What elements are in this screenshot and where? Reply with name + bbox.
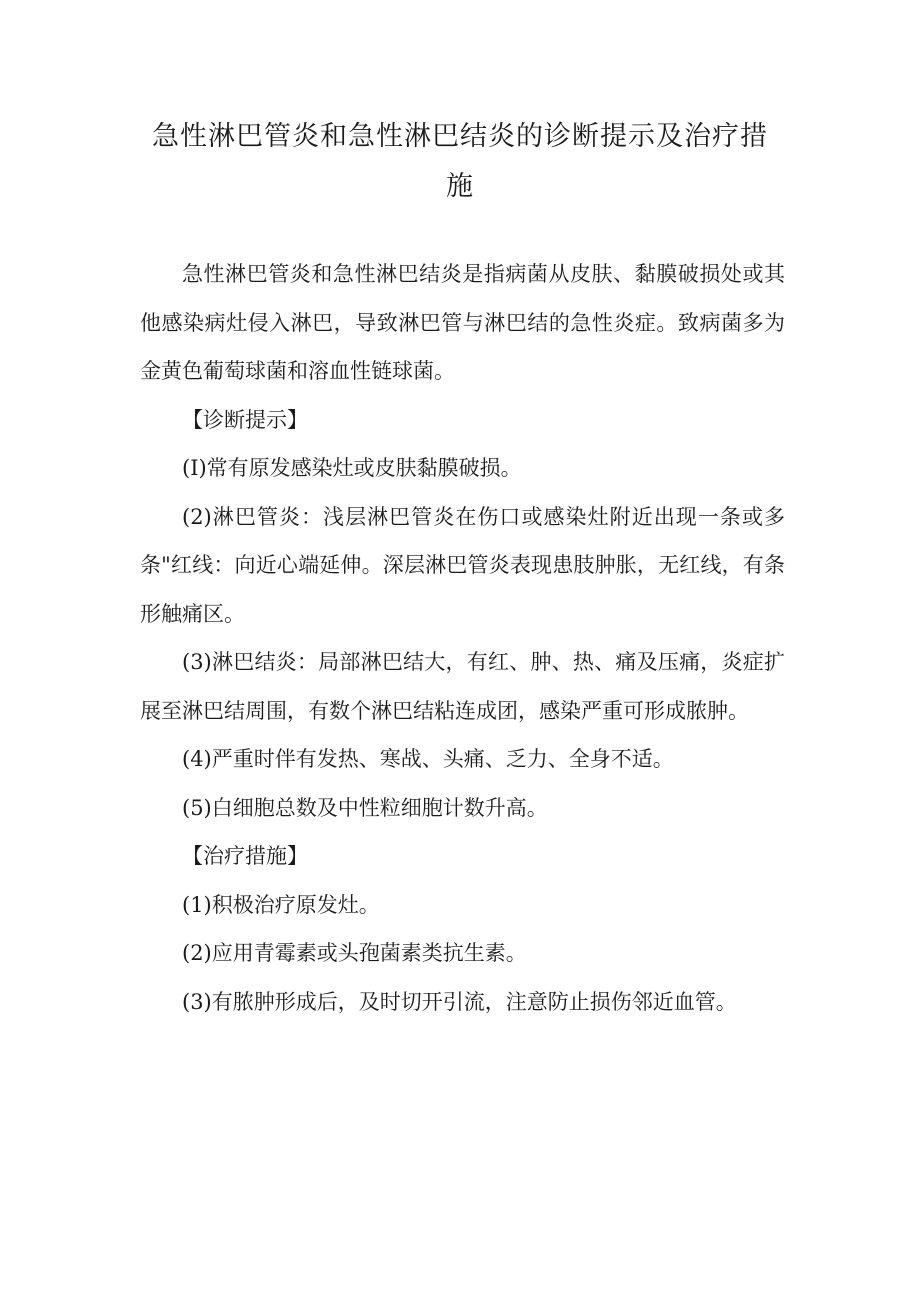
diagnosis-heading: 【诊断提示】 [182,407,308,432]
diagnosis-item-1: (I)常有原发感染灶或皮肤黏膜破损。 [182,456,522,480]
document-body [140,250,785,1026]
treatment-item-2: (2)应用青霉素或头孢菌素类抗生素。 [182,941,527,965]
diagnosis-item-2: (2)淋巴管炎：浅层淋巴管炎在伤口或感染灶附近出现一条或多条"红线：向近心端延伸。深层淋巴管炎表现患肢肿胀，无红线，有条形触痛区。 [140,504,785,626]
intro-paragraph: 急性淋巴管炎和急性淋巴结炎是指病菌从皮肤、黏膜破损处或其他感染病灶侵入淋巴，导致淋巴管与淋巴结的急性炎症。致病菌多为金黄色葡萄球菌和溶血性链球菌。 [140,262,785,383]
treatment-heading: 【治疗措施】 [182,844,308,868]
diagnosis-item-5: (5)白细胞总数及中性粒细胞计数升高。 [182,795,548,820]
treatment-item-1: (1)积极治疗原发灶。 [182,892,380,917]
diagnosis-item-3: (3)淋巴结炎：局部淋巴结大，有红、肿、热、痛及压痛，炎症扩展至淋巴结周围，有数个淋巴结粘连成团，感染严重可形成脓肿。 [140,650,785,723]
document-title [140,112,780,212]
diagnosis-item-4: (4)严重时伴有发热、寒战、头痛、乏力、全身不适。 [182,747,674,771]
title-line-1: 急性淋巴管炎和急性淋巴结炎的诊断提示及治疗措 [152,121,768,152]
title-line-2: 施 [446,171,474,202]
treatment-item-3: (3)有脓肿形成后，及时切开引流，注意防止损伤邻近血管。 [182,989,737,1014]
